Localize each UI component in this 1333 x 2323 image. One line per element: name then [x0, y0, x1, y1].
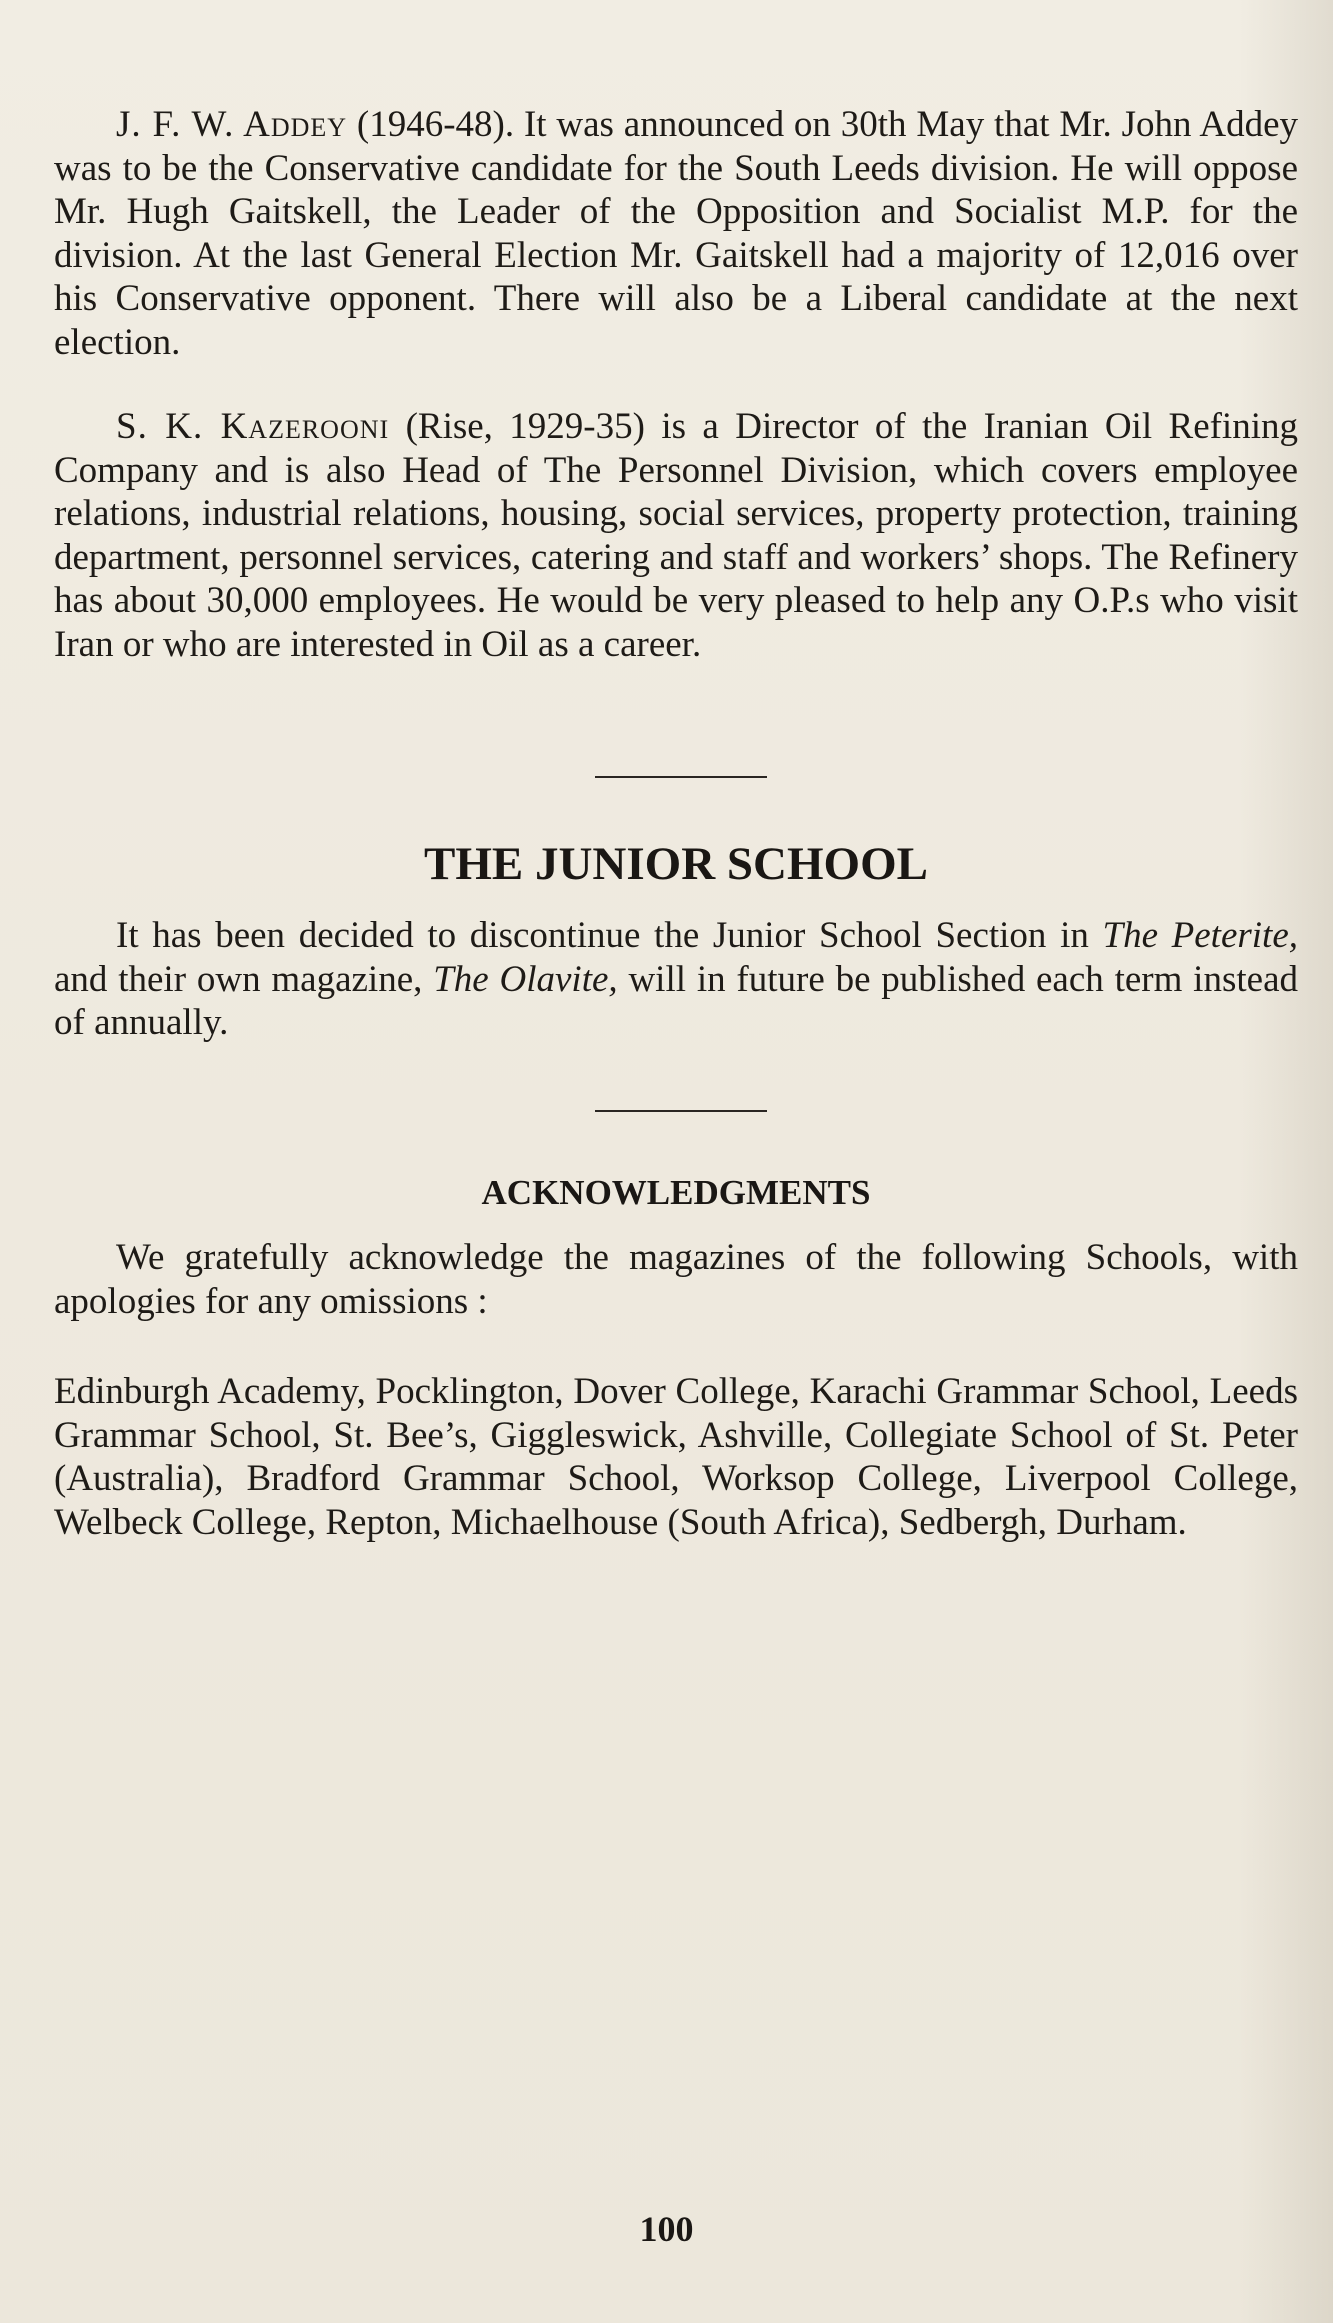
addey-text: (1946-48). It was announced on 30th May that Mr. John Addey was to be the Conservative candidate for the South Leeds division. He will oppose Mr. Hugh Gaitskell, the Leader of the Opposition and Socialist M.P. for the division. At the last General Election Mr. Gaitskell had a majority of 12,016 over his Conservative opponent. There will also be a Liberal candidate at the next election. — [54, 104, 1299, 363]
kazerooni-text: (Rise, 1929-35) is a Director of the Iranian Oil Refining Company and is also Head of The Personnel Division, which covers employee relations, industrial relations, housing, social services, property protection, training department, personnel services, catering and staff and workers’ shops. The Refinery has about 30,000 employees. He would be very pleased to help any O.P.s who visit Iran or who are interested in Oil as a career. — [54, 406, 1298, 665]
addey-name: J. F. W. Addey — [116, 104, 348, 145]
page-number: 100 — [639, 2209, 694, 2249]
junior-school-text-1: It has been decided to discontinue the Junior School Section in — [116, 915, 1103, 956]
acknowledgments-intro: We gratefully acknowledge the magazines of the following Schools, with apologies for any omissions : — [54, 1237, 1298, 1322]
peterite-title: The Peterite, — [1102, 915, 1298, 956]
section-divider-1 — [595, 776, 767, 778]
schools-list: Edinburgh Academy, Pocklington, Dover College, Karachi Grammar School, Leeds Grammar School, St. Bee’s, Giggleswick, Ashville, Collegiate School of St. Peter (Australia), Bradford Grammar School, Worksop College, Liverpool College, Welbeck College, Repton, Michaelhouse (South Africa), Sedbergh, Durham. — [54, 1371, 1298, 1543]
schools-list-block — [54, 1370, 1298, 1544]
junior-school-paragraph — [54, 914, 1298, 1045]
kazerooni-name: S. K. Kazerooni — [116, 406, 390, 447]
addey-paragraph — [54, 103, 1298, 364]
acknowledgments-intro-block — [54, 1236, 1298, 1323]
kazerooni-paragraph — [54, 405, 1298, 666]
junior-school-heading: THE JUNIOR SCHOOL — [423, 838, 929, 890]
kazerooni-paragraph-block — [54, 405, 1298, 666]
section-divider-2 — [595, 1110, 767, 1112]
junior-school-text-3: will in future be published each term instead of annually. — [54, 958, 1298, 1043]
junior-school-block — [54, 914, 1298, 1045]
olavite-title: The Olavite, — [433, 958, 618, 1000]
addey-paragraph-block — [54, 103, 1298, 364]
acknowledgments-heading: ACKNOWLEDGMENTS — [481, 1173, 871, 1212]
junior-school-text-2: and their own magazine, — [54, 958, 434, 1000]
